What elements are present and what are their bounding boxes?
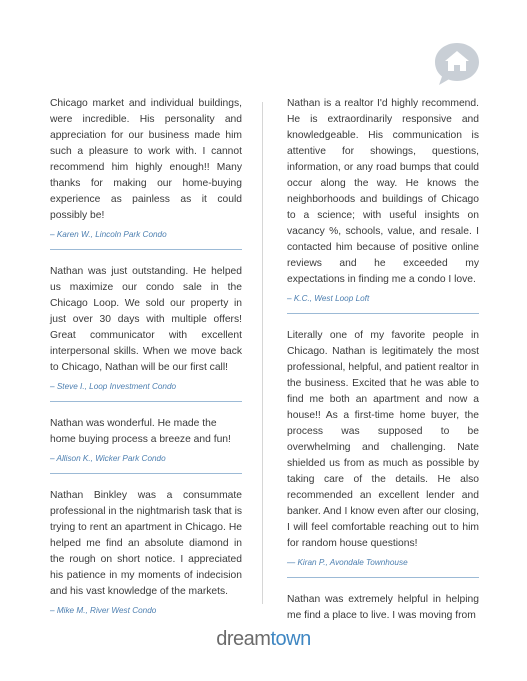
testimonial-text: Nathan Binkley was a consummate professional in the nightmarish task that is trying to rent an apartment in Chicago. He helped me find an absolute diamond in the rough on short notice. I appreciated his patience in my moments of indecision and his vast knowledge of the markets.	[50, 490, 242, 597]
dreamtown-logo	[0, 628, 527, 651]
testimonial	[287, 328, 479, 569]
testimonial	[287, 96, 479, 305]
testimonial-author: – Karen W., Lincoln Park Condo	[50, 230, 167, 239]
logo-part-dream: dream	[216, 628, 271, 650]
testimonial-text: Nathan was just outstanding. He helped us maximize our condo sale in the Chicago Loop. We sold our property in just over 30 days with multiple offers! Great communicator with excellent interpersonal skills. When we move back to Chicago, Nathan will be our first call!	[50, 266, 242, 373]
testimonial-author: – K.C., West Loop Loft	[287, 294, 370, 303]
divider-rule	[50, 401, 242, 402]
divider-rule	[287, 313, 479, 314]
divider-rule	[287, 577, 479, 578]
testimonial-author: – Mike M., River West Condo	[50, 606, 157, 615]
logo-part-town: town	[270, 628, 311, 650]
testimonial-author: — Kiran P., Avondale Townhouse	[287, 558, 408, 567]
testimonial	[50, 96, 242, 241]
divider-rule	[50, 473, 242, 474]
left-testimonial-column	[50, 96, 242, 617]
column-divider	[262, 102, 263, 604]
testimonial	[50, 488, 242, 617]
testimonial-text: Nathan is a realtor I'd highly recommend. He is extraordinarily responsive and knowledgeable. His communication is attentive for showings, questions, information, or any road bumps that could occur along the way. He knows the neighborhoods and buildings of Chicago to a science; with useful insights on vacancy %, schools, value, and resale. I contacted him because of positive online reviews and he exceeded my expectations in finding me a condo I love.	[287, 98, 479, 285]
testimonial	[50, 416, 242, 465]
testimonial	[50, 264, 242, 393]
testimonial-author: – Allison K., Wicker Park Condo	[50, 454, 166, 463]
testimonial-text: Literally one of my favorite people in Chicago. Nathan is legitimately the most professional, helpful, and patient realtor in the business. Excited that he was able to find me both an apartment and now a house!! As a first-time home buyer, the process was supposed to be overwhelming and challenging. Nate shielded us from as much as possible by taking care of the details. He also recommended an excellent lender and banker. And I know even after our closing, I will feel comfortable reaching out to him for random house questions!	[287, 330, 479, 549]
right-testimonial-column	[287, 96, 479, 624]
home-chat-bubble-icon	[432, 40, 482, 88]
testimonial-text: Chicago market and individual buildings, were incredible. His personality and appreciation for our business made him such a pleasure to work with. I cannot recommend him highly enough!! Many thanks for making our home-buying experience as painless as it could possibly be!	[50, 98, 242, 221]
testimonial-text: Nathan was wonderful. He made the home buying process a breeze and fun!	[50, 418, 231, 445]
testimonial	[287, 592, 479, 624]
testimonial-author: – Steve I., Loop Investment Condo	[50, 382, 177, 391]
divider-rule	[50, 249, 242, 250]
testimonial-text: Nathan was extremely helpful in helping me find a place to live. I was moving from	[287, 594, 479, 621]
